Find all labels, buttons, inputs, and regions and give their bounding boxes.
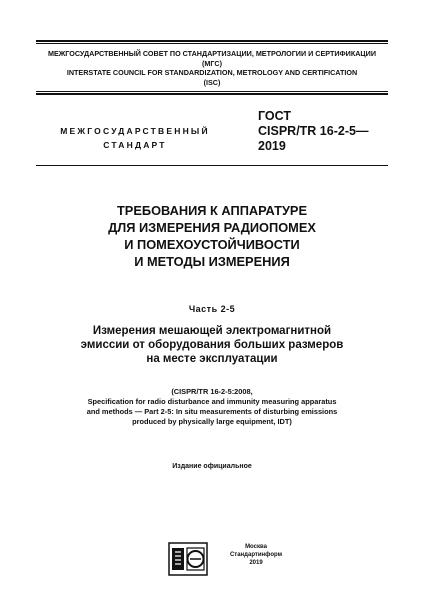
publisher-year: 2019 [249,560,263,566]
gost-designation [258,109,398,154]
international-spec [50,387,374,427]
gost-line2: CISPR/TR 16-2-5— [258,124,369,138]
spec-line4: produced by physically large equipment, IDT) [132,417,292,426]
publisher-city: Москва [245,544,267,550]
spec-line3: and methods — Part 2-5: In situ measurements of disturbing emissions [86,407,338,416]
document-title [40,202,384,270]
part-number: Часть 2-5 [188,304,236,314]
title-top-rule [36,165,388,166]
title-line4: И МЕТОДЫ ИЗМЕРЕНИЯ [134,254,290,269]
header-bottom-rule-thin [36,91,388,92]
document-subtitle [40,324,384,366]
council-ru-abbr: (МГС) [202,58,222,68]
title-line2: ДЛЯ ИЗМЕРЕНИЯ РАДИОПОМЕХ [108,220,316,235]
standard-type-line1: МЕЖГОСУДАРСТВЕННЫЙ [60,126,210,136]
subtitle-line1: Измерения мешающей электромагнитной [92,325,332,337]
top-rule-thick [36,40,388,42]
standard-type [60,124,210,152]
title-line1: ТРЕБОВАНИЯ К АППАРАТУРЕ [116,203,307,218]
top-rule-thin [36,43,388,44]
subtitle-line2: эмиссии от оборудования больших размеров [80,339,344,351]
gost-line1: ГОСТ [258,109,291,123]
header-bottom-rule-thick [36,93,388,95]
council-en: INTERSTATE COUNCIL FOR STANDARDIZATION, METROLOGY AND CERTIFICATION [66,68,358,77]
gost-line3: 2019 [258,139,286,153]
publisher-block [226,543,286,567]
council-header [36,49,388,87]
council-ru: МЕЖГОСУДАРСТВЕННЫЙ СОВЕТ ПО СТАНДАРТИЗАЦИИ, МЕТРОЛОГИИ И СЕРТИФИКАЦИИ [47,49,377,58]
spec-line2: Specification for radio disturbance and immunity measuring apparatus [87,397,337,406]
spec-line1: (CISPR/TR 16-2-5:2008, [171,387,253,396]
subtitle-line3: на месте эксплуатации [146,353,278,365]
title-line3: И ПОМЕХОУСТОЙЧИВОСТИ [124,237,300,252]
council-en-abbr: (ISC) [203,77,221,87]
publisher-name: Стандартинформ [229,552,283,558]
edition-label: Издание официальное [172,463,252,470]
standard-type-line2: СТАНДАРТ [103,140,167,150]
standartinform-logo-icon [168,542,208,576]
